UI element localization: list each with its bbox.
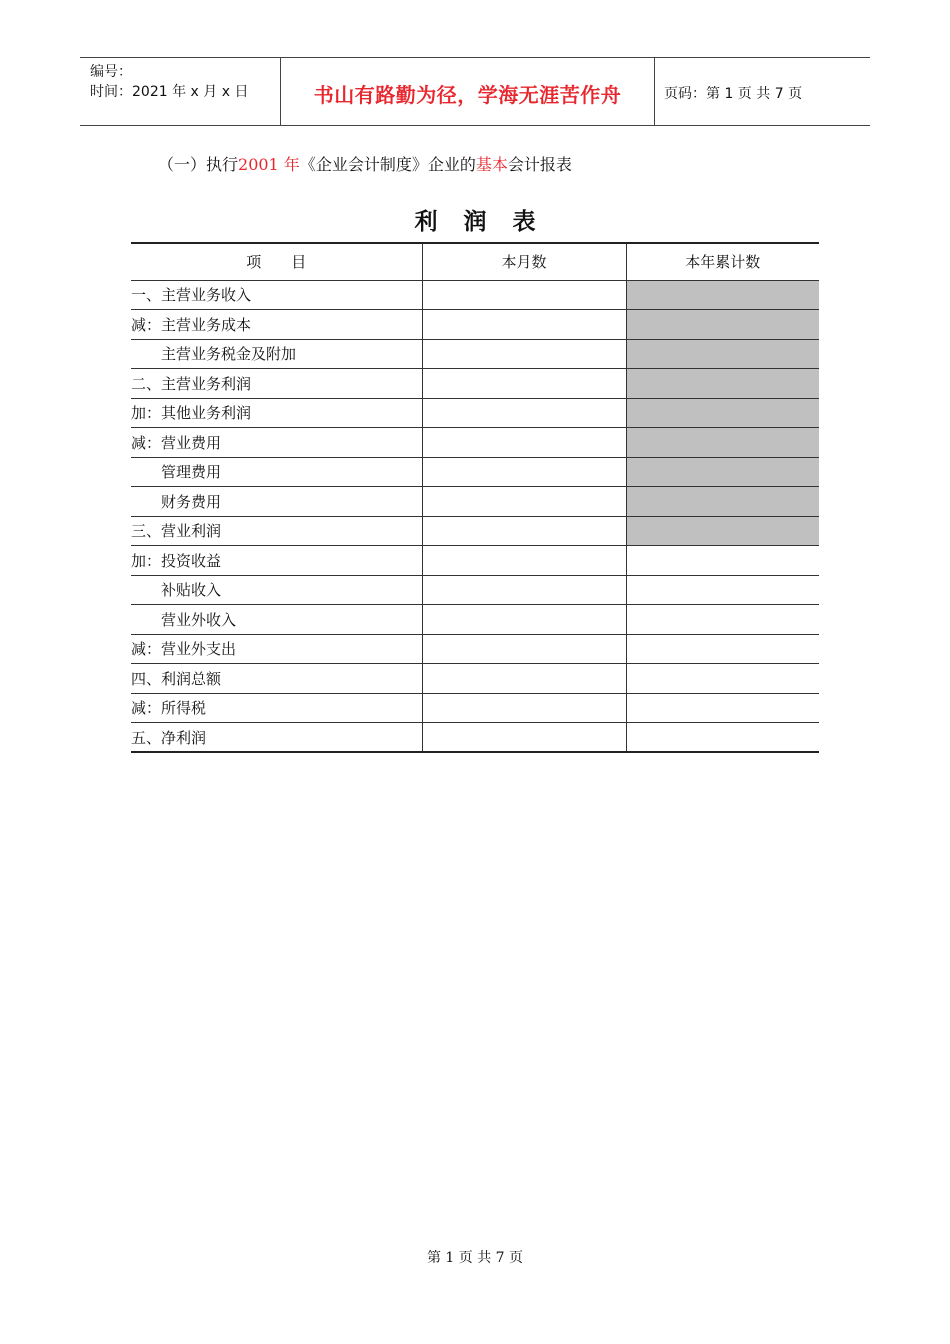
table-row	[131, 369, 819, 399]
page-footer: 第 1 页 共 7 页	[426, 1250, 524, 1266]
row-label: 减：营业费用	[131, 428, 422, 458]
table-row	[131, 457, 819, 487]
table-row	[131, 516, 819, 546]
header-current-month: 本月数	[422, 243, 626, 280]
year-to-date-cell[interactable]	[626, 664, 819, 694]
current-month-cell[interactable]	[422, 693, 626, 723]
table-row	[131, 693, 819, 723]
current-month-cell[interactable]	[422, 280, 626, 310]
table-row	[131, 339, 819, 369]
current-month-cell[interactable]	[422, 339, 626, 369]
header-motto: 书山有路勤为径，学海无涯苦作舟	[281, 58, 655, 125]
current-month-cell[interactable]	[422, 457, 626, 487]
current-month-cell[interactable]	[422, 723, 626, 753]
table-row	[131, 723, 819, 753]
year-to-date-cell[interactable]	[626, 634, 819, 664]
year-to-date-cell[interactable]	[626, 546, 819, 576]
row-label: 补贴收入	[131, 575, 422, 605]
year-to-date-cell[interactable]	[626, 723, 819, 753]
table-row	[131, 428, 819, 458]
header-year-to-date: 本年累计数	[626, 243, 819, 280]
subtitle-part: 会计报表	[507, 155, 572, 174]
table-row	[131, 664, 819, 694]
year-to-date-cell	[626, 280, 819, 310]
year-to-date-cell	[626, 487, 819, 517]
table-row	[131, 398, 819, 428]
current-month-cell[interactable]	[422, 310, 626, 340]
header-meta	[80, 58, 281, 125]
row-label: 四、利润总额	[131, 664, 422, 694]
row-label: 减：主营业务成本	[131, 310, 422, 340]
current-month-cell[interactable]	[422, 634, 626, 664]
subtitle-part: （一）执行	[158, 155, 239, 174]
row-label: 三、营业利润	[131, 516, 422, 546]
row-label: 减：所得税	[131, 693, 422, 723]
year-to-date-cell	[626, 310, 819, 340]
document-header	[80, 57, 870, 126]
year-to-date-cell	[626, 428, 819, 458]
year-to-date-cell	[626, 457, 819, 487]
header-page-info: 页码：第 1 页 共 7 页	[664, 85, 803, 102]
subtitle-year: 2001 年	[238, 155, 300, 174]
row-label: 五、净利润	[131, 723, 422, 753]
row-label: 加：其他业务利润	[131, 398, 422, 428]
row-label: 管理费用	[131, 457, 422, 487]
current-month-cell[interactable]	[422, 428, 626, 458]
year-to-date-cell[interactable]	[626, 605, 819, 635]
section-subtitle	[158, 152, 572, 175]
title-char: 表	[512, 209, 536, 235]
current-month-cell[interactable]	[422, 487, 626, 517]
table-row	[131, 310, 819, 340]
current-month-cell[interactable]	[422, 575, 626, 605]
row-label: 财务费用	[131, 487, 422, 517]
row-label: 加：投资收益	[131, 546, 422, 576]
current-month-cell[interactable]	[422, 369, 626, 399]
current-month-cell[interactable]	[422, 664, 626, 694]
serial-label: 编号：	[90, 64, 132, 80]
year-to-date-cell	[626, 516, 819, 546]
year-to-date-cell	[626, 339, 819, 369]
date-label: 时间：2021 年 x 月 x 日	[90, 84, 249, 100]
row-label: 一、主营业务收入	[131, 280, 422, 310]
current-month-cell[interactable]	[422, 516, 626, 546]
current-month-cell[interactable]	[422, 398, 626, 428]
row-label: 主营业务税金及附加	[131, 339, 422, 369]
header-item: 项 目	[131, 243, 422, 280]
table-row	[131, 575, 819, 605]
row-label: 减：营业外支出	[131, 634, 422, 664]
row-label: 营业外收入	[131, 605, 422, 635]
table-row	[131, 280, 819, 310]
current-month-cell[interactable]	[422, 605, 626, 635]
year-to-date-cell[interactable]	[626, 575, 819, 605]
table-header-row	[131, 243, 819, 280]
year-to-date-cell	[626, 369, 819, 399]
page-title	[0, 203, 950, 236]
table-row	[131, 487, 819, 517]
table-row	[131, 546, 819, 576]
income-statement-table	[131, 242, 819, 753]
table-row	[131, 634, 819, 664]
title-char: 润	[463, 209, 487, 235]
title-char: 利	[414, 209, 438, 235]
year-to-date-cell	[626, 398, 819, 428]
subtitle-basic: 基本	[475, 155, 508, 174]
table-row	[131, 605, 819, 635]
row-label: 二、主营业务利润	[131, 369, 422, 399]
current-month-cell[interactable]	[422, 546, 626, 576]
year-to-date-cell[interactable]	[626, 693, 819, 723]
subtitle-part: 《企业会计制度》企业的	[299, 155, 476, 174]
